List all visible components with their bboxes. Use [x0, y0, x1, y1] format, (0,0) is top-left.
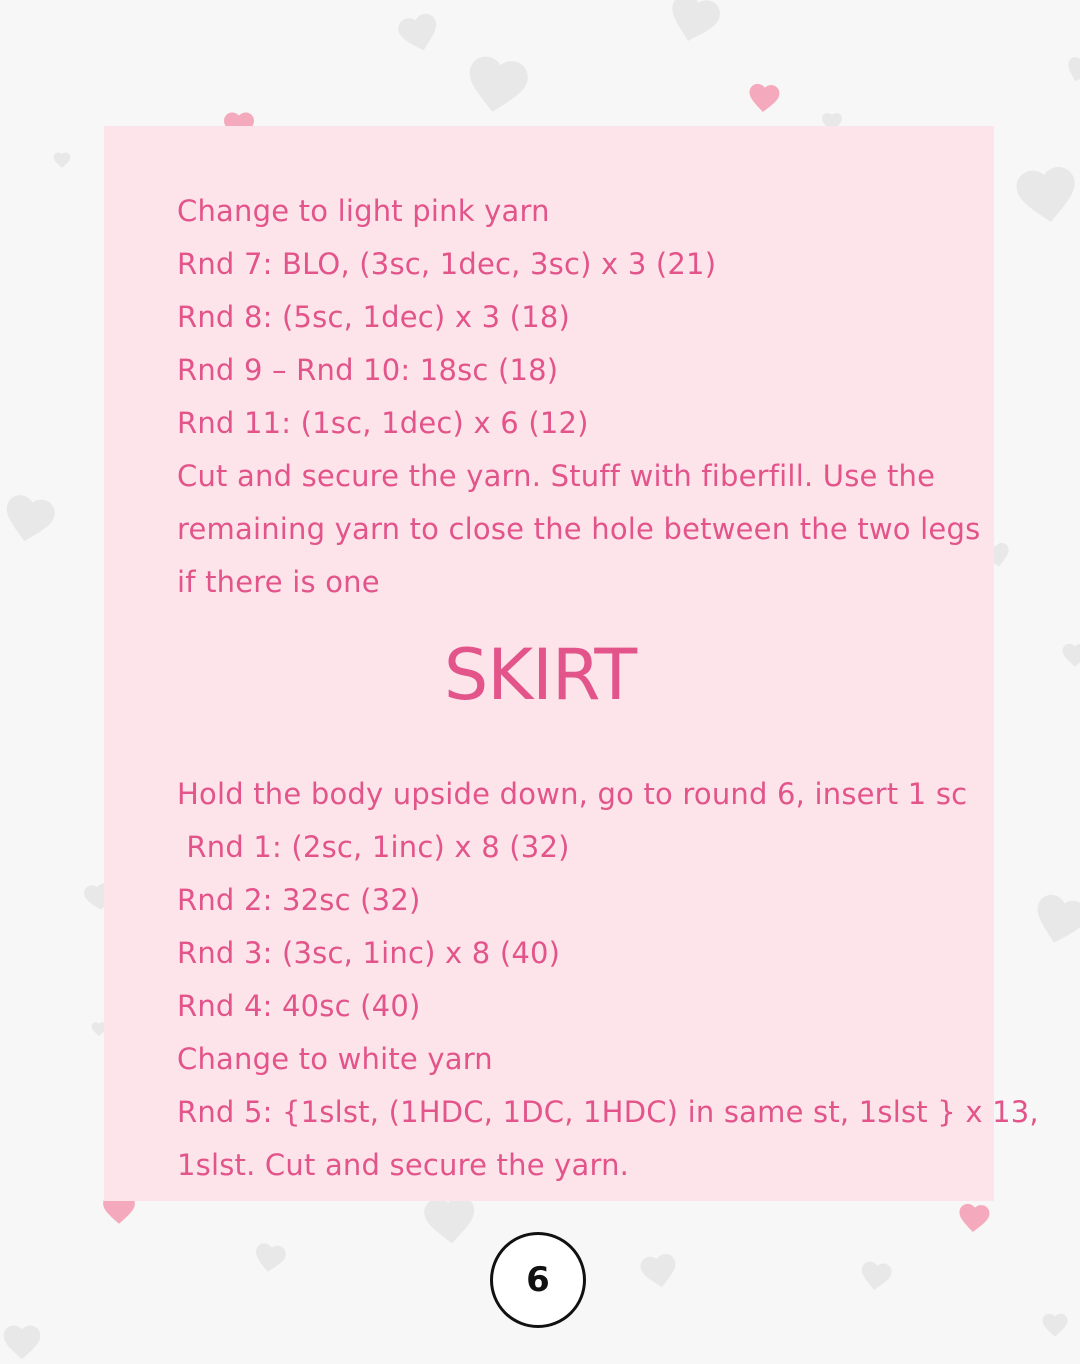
instruction-line: Change to white yarn — [177, 1042, 493, 1076]
page-number-badge — [490, 1232, 586, 1328]
heart-icon — [954, 1198, 993, 1237]
heart-icon — [658, 0, 729, 55]
heart-icon — [1040, 1310, 1070, 1340]
instruction-line: if there is one — [177, 565, 380, 599]
instruction-line: Rnd 8: (5sc, 1dec) x 3 (18) — [177, 300, 571, 334]
instruction-line: 1slst. Cut and secure the yarn. — [177, 1148, 630, 1182]
instruction-line: Rnd 7: BLO, (3sc, 1dec, 3sc) x 3 (21) — [177, 247, 717, 281]
heart-icon — [1023, 883, 1080, 956]
instruction-line: Rnd 11: (1sc, 1dec) x 6 (12) — [177, 406, 589, 440]
page-number: 6 — [526, 1260, 550, 1300]
instruction-line: Rnd 4: 40sc (40) — [177, 989, 421, 1023]
heart-icon — [52, 150, 72, 170]
instruction-line: Cut and secure the yarn. Stuff with fiberfill. Use the — [177, 459, 936, 493]
instruction-line: Rnd 1: (2sc, 1inc) x 8 (32) — [177, 830, 570, 864]
heart-icon — [856, 1256, 897, 1297]
instruction-line: Rnd 5: {1slst, (1HDC, 1DC, 1HDC) in same st, 1slst } x 13, — [177, 1095, 1039, 1129]
heart-icon — [1007, 155, 1080, 234]
heart-icon — [0, 485, 63, 554]
heart-icon — [744, 78, 783, 117]
section-title: SKIRT — [443, 634, 637, 716]
instruction-line: Rnd 2: 32sc (32) — [177, 883, 421, 917]
instruction-line: Hold the body upside down, go to round 6, insert 1 sc — [177, 777, 968, 811]
heart-icon — [249, 1237, 291, 1279]
instruction-line: Rnd 9 – Rnd 10: 18sc (18) — [177, 353, 559, 387]
heart-icon — [0, 1320, 44, 1364]
instruction-line: Rnd 3: (3sc, 1inc) x 8 (40) — [177, 936, 561, 970]
heart-icon — [635, 1247, 684, 1296]
heart-icon — [391, 5, 447, 61]
heart-icon — [456, 44, 537, 125]
instruction-line: remaining yarn to close the hole between the two legs — [177, 512, 981, 546]
heart-icon — [1060, 51, 1080, 89]
instruction-line: Change to light pink yarn — [177, 194, 550, 228]
